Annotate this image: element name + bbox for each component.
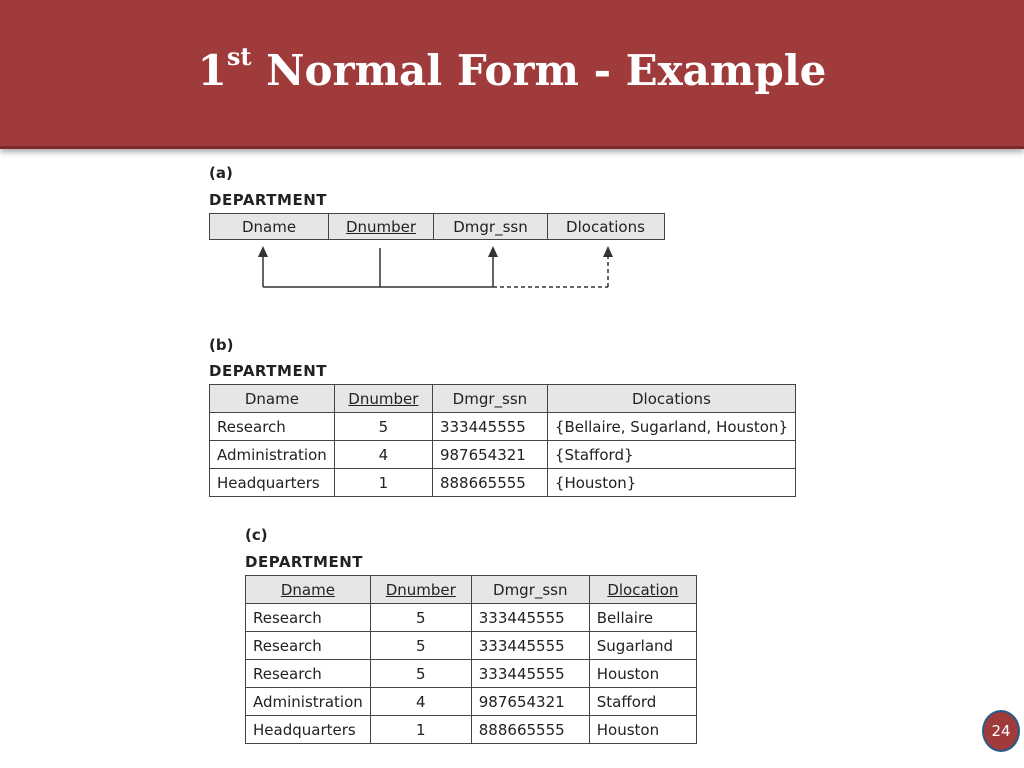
table-cell: Administration bbox=[210, 441, 335, 469]
table-cell: 5 bbox=[370, 660, 471, 688]
table-cell: Houston bbox=[589, 716, 696, 744]
table-header-row bbox=[210, 385, 796, 413]
table-cell: Research bbox=[246, 660, 371, 688]
title-rest: Normal Form - Example bbox=[251, 46, 827, 95]
table-cell: {Houston} bbox=[547, 469, 795, 497]
column-header: Dnumber bbox=[370, 576, 471, 604]
schema-a-dnumber: Dnumber bbox=[329, 214, 434, 239]
part-a-label: (a) bbox=[209, 164, 233, 182]
table-cell: 4 bbox=[370, 688, 471, 716]
table-row bbox=[246, 716, 697, 744]
fd-arrow-dlocations-head bbox=[603, 246, 613, 257]
table-cell: 987654321 bbox=[432, 441, 547, 469]
table-cell: {Bellaire, Sugarland, Houston} bbox=[547, 413, 795, 441]
column-header: Dmgr_ssn bbox=[471, 576, 589, 604]
table-cell: {Stafford} bbox=[547, 441, 795, 469]
table-row bbox=[246, 688, 697, 716]
table-cell: Houston bbox=[589, 660, 696, 688]
column-header: Dlocations bbox=[547, 385, 795, 413]
table-cell: Stafford bbox=[589, 688, 696, 716]
table-cell: 888665555 bbox=[471, 716, 589, 744]
table-cell: Administration bbox=[246, 688, 371, 716]
table-cell: Research bbox=[246, 632, 371, 660]
part-c-table bbox=[245, 575, 697, 744]
column-header: Dname bbox=[210, 385, 335, 413]
title-superscript: st bbox=[226, 42, 252, 71]
table-cell: 333445555 bbox=[471, 660, 589, 688]
part-c-label: (c) bbox=[245, 526, 268, 544]
table-row bbox=[210, 413, 796, 441]
table-cell: 333445555 bbox=[432, 413, 547, 441]
table-cell: 4 bbox=[334, 441, 432, 469]
schema-a-dlocations: Dlocations bbox=[566, 217, 645, 236]
title-main: 1 bbox=[197, 46, 227, 95]
table-row bbox=[210, 469, 796, 497]
table-cell: 5 bbox=[370, 604, 471, 632]
table-cell: Research bbox=[210, 413, 335, 441]
column-header: Dname bbox=[246, 576, 371, 604]
table-cell: 5 bbox=[370, 632, 471, 660]
column-header: Dnumber bbox=[334, 385, 432, 413]
table-cell: 987654321 bbox=[471, 688, 589, 716]
table-cell: 5 bbox=[334, 413, 432, 441]
column-header: Dlocation bbox=[589, 576, 696, 604]
table-cell: 333445555 bbox=[471, 632, 589, 660]
table-cell: Research bbox=[246, 604, 371, 632]
part-a-relation-name: DEPARTMENT bbox=[209, 191, 327, 209]
table-row bbox=[246, 660, 697, 688]
column-header: Dmgr_ssn bbox=[432, 385, 547, 413]
part-b-table bbox=[209, 384, 796, 497]
table-row bbox=[246, 604, 697, 632]
table-cell: Headquarters bbox=[210, 469, 335, 497]
table-cell: Bellaire bbox=[589, 604, 696, 632]
table-cell: 333445555 bbox=[471, 604, 589, 632]
part-b-label: (b) bbox=[209, 336, 234, 354]
part-c-relation-name: DEPARTMENT bbox=[245, 553, 363, 571]
page-number-badge: 24 bbox=[982, 710, 1020, 752]
schema-a-dname: Dname bbox=[210, 214, 329, 239]
table-row bbox=[246, 632, 697, 660]
table-cell: 888665555 bbox=[432, 469, 547, 497]
table-row bbox=[210, 441, 796, 469]
fd-arrow-dname-head bbox=[258, 246, 268, 257]
table-cell: 1 bbox=[370, 716, 471, 744]
table-cell: Headquarters bbox=[246, 716, 371, 744]
table-header-row bbox=[246, 576, 697, 604]
part-b-relation-name: DEPARTMENT bbox=[209, 362, 327, 380]
table-cell: 1 bbox=[334, 469, 432, 497]
schema-a-dmgr-ssn: Dmgr_ssn bbox=[434, 214, 548, 239]
fd-arrow-dmgr-head bbox=[488, 246, 498, 257]
table-cell: Sugarland bbox=[589, 632, 696, 660]
